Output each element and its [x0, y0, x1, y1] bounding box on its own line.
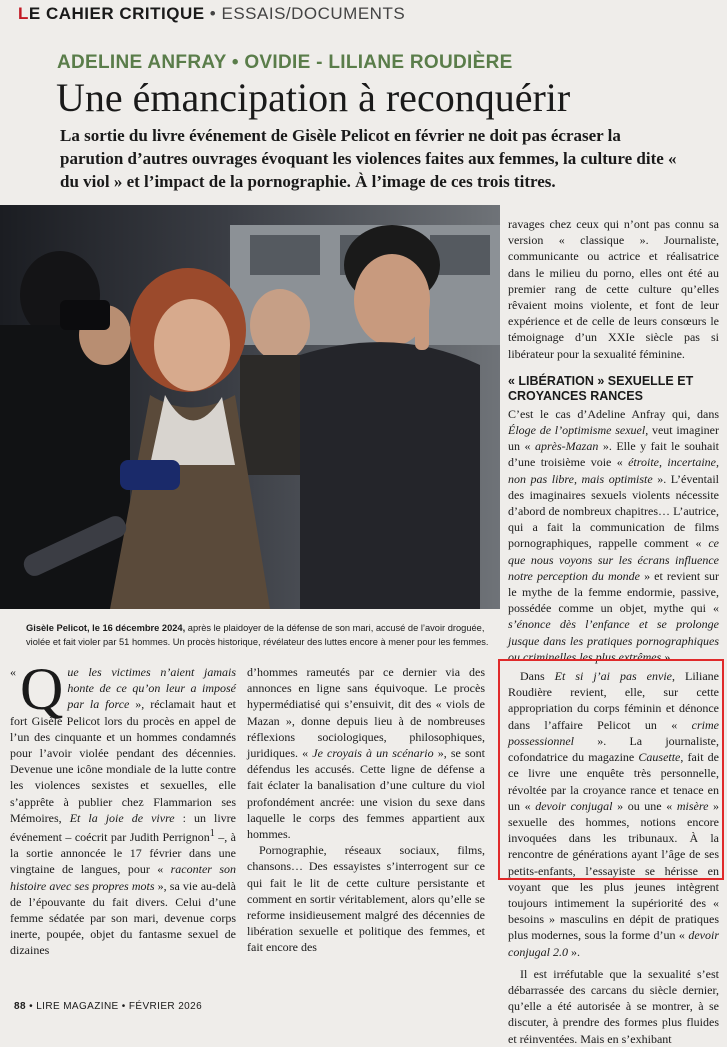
text-run: » ou une «: [612, 798, 677, 813]
footnote-ref: 1: [209, 828, 215, 840]
section-label: [18, 4, 405, 24]
text-run: , fait de ce livre une enquête très personnelle, révoltée par la croyance rance et tenace en un «: [508, 750, 720, 813]
quote-text: raconter son histoire avec ses propres mots: [10, 862, 236, 893]
section-accent-letter: L: [18, 4, 29, 23]
body-paragraph: [508, 406, 719, 665]
quote-text: misère: [676, 798, 709, 813]
quote-text: ue les victimes n’aient jamais honte de ce qu’on leur a imposé par la force: [67, 665, 236, 712]
photo-caption: [26, 621, 496, 649]
text-run: ».: [568, 944, 580, 959]
subheading: « LIBÉRATION » SEXUELLE ET CROYANCES RANCES: [508, 373, 694, 403]
text-run: –, à la sortie annoncée le 17 février dans une vingtaine de langues, pour «: [10, 830, 236, 877]
authors-line: ADELINE ANFRAY • OVIDIE - LILIANE ROUDIÈRE: [57, 52, 513, 73]
text-run: » sexuelle des hommes, notions encore invoquées dans les tribunaux. À la rencontre de générations ayant l’âge de ses petits-enfants, l’essayiste se hérisse en voyant que les plus jeunes intègrent toujours intimement la supériorité des « besoins » masculins en dépit de pratiques plus modernes, sous la forme d’un «: [508, 798, 720, 943]
section-name: E CAHIER CRITIQUE: [28, 4, 205, 23]
lead-paragraph: La sortie du livre événement de Gisèle Pelicot en février ne doit pas écraser la parution d’autres ouvrages évoquant les violences faites aux femmes, la culture dite « du viol » et l’impact de la pornographie. À l’image de ces trois titres.: [60, 126, 677, 191]
drop-cap: Q: [20, 656, 64, 722]
page-number: 88: [14, 1001, 26, 1012]
text-run: ». L’éventail des imaginaires sexuels violents nécessite d’abord de nombreux chapitres… L’autrice, qui a fait la communication de films pornographiques, rappelle comment «: [508, 471, 719, 551]
book-title: Éloge de l’optimisme sexuel: [508, 423, 646, 438]
text-run: : un livre événement – coécrit par Judith Perrignon: [10, 810, 237, 845]
quote-text: s’énonce dès l’enfance et se prolonge jusque dans les pratiques pornographiques ou criminelles les plus extrêmes: [508, 617, 719, 664]
body-paragraph: [247, 664, 485, 842]
book-title: Et si j’ai pas envie: [554, 669, 672, 684]
news-photo: [0, 205, 500, 609]
text-run: d’hommes rameutés par ce dernier via des annonces en ligne sans équivoque. Le procès hypermédiatisé qui s’ensuivit, dit des « viols de Mazan », donne depuis lieu à de nombreuses réflexions sociologiques, philosophiques, juridiques. «: [247, 665, 485, 761]
quote-text: après-Mazan: [535, 439, 599, 454]
book-title: Et la joie de vivre: [69, 810, 175, 825]
body-paragraph: Pornographie, réseaux sociaux, films, chansons… Des essayistes s’interrogent sur ce qui fait le lit de cette culture persistante et comment en sortir véritablement, alors qu’elle se reforme insidieusement malgré des décennies de libération sexuelle et politique des femmes, et fait encore des: [247, 843, 485, 955]
column-right: [508, 216, 719, 1047]
quote-text: crime possessionnel: [508, 717, 719, 748]
section-separator: •: [204, 4, 222, 23]
text-run: ». Elle y fait le souhait d’une troisième voie «: [508, 439, 720, 470]
quote-text: ce que nous voyons sur les écrans influence notre perception du monde: [508, 536, 719, 583]
text-run: », se sont défendus les accusés. Cette ligne de défense a fait éclater la banalisation d’une culture du viol profondément ancrée: une vision du sexe dans laquelle le corps des femmes appartient aux hommes.: [247, 746, 486, 842]
magazine-name: • LIRE MAGAZINE •: [25, 1001, 129, 1012]
section-subname: ESSAIS/DOCUMENTS: [221, 4, 406, 23]
text-run: », réclamait haut et fort Gisèle Pelicot lors du procès en appel de l’un des cinquante et un hommes condamnés pour l’avoir violée pendant des décennies. Devenue une icône mondiale de la lutte contre les violences sexistes et sexuelles, elle s’apprête à publier chez Flammarion ses Mémoires,: [10, 697, 236, 825]
quote-text: devoir conjugal: [535, 798, 613, 813]
body-paragraph: Il est irréfutable que la sexualité s’est débarrassée des carcans du siècle dernier, qu’elle a été autorisée à se montrer, à se discuter, à prendre des formes plus fluides et réinventées. Mais en s’exhibant: [508, 966, 719, 1046]
page-title: Une émancipation à reconquérir: [56, 75, 571, 120]
text-run: , Liliane Roudière revient, elle, sur cette appropriation du corps féminin et dénonce dans l’affaire Pelicot un «: [508, 669, 719, 732]
text-run: C’est le cas d’Adeline Anfray qui, dans: [508, 406, 719, 421]
quote-text: étroite, incertaine, non pas libre, mais optimiste: [508, 455, 720, 486]
press-photo-illustration: [0, 205, 500, 609]
body-paragraph: ravages chez ceux qui n’ont pas connu sa version « classique ». Journaliste, communicante ou actrice et réalisatrice dans le milieu du porno, elles ont été au premier rang de cette culture qu’elles rêvaient moins violente, et font de leur expérience et de celle de leurs consœurs le témoignage d’un XXIe siècle pas si libérateur pour la sexualité féminine.: [508, 217, 719, 361]
column-middle: [247, 664, 485, 956]
magazine-name: Causette: [638, 750, 681, 765]
caption-text: après le plaidoyer de la défense de son mari, accusé de l’avoir droguée, violée et fait violer par 51 hommes. Un procès historique, révélateur des luttes encore à mener pour les femmes.: [26, 623, 489, 647]
text-run: , veut imaginer un «: [508, 423, 720, 454]
text-run: » et revient sur le mythe de la femme endormie, passive, possédée comme un objet, mythe qui «: [508, 568, 719, 616]
column-left: [10, 656, 237, 959]
highlighted-paragraph: [508, 668, 719, 960]
caption-lead: Gisèle Pelicot, le 16 décembre 2024,: [26, 623, 186, 633]
text-run: ».: [661, 649, 674, 664]
text-run: ». La journaliste, cofondatrice du magazine: [508, 733, 719, 765]
quote-text: Je croyais à un scénario: [312, 746, 434, 761]
quote-text: devoir conjugal 2.0: [508, 928, 719, 959]
text-run: », sa vie au-delà de l’épouvante du fait divers. Celui d’une femme sédatée par son mari, devenue corps inerte, poupée, objet du fantasme sexuel de dizaines: [10, 878, 237, 958]
text-run: Dans: [520, 669, 555, 684]
issue-date: FÉVRIER 2026: [128, 1001, 203, 1012]
intro-paragraph: [10, 656, 237, 959]
page-footer: [14, 1001, 202, 1012]
opening-quote: «: [10, 665, 16, 679]
